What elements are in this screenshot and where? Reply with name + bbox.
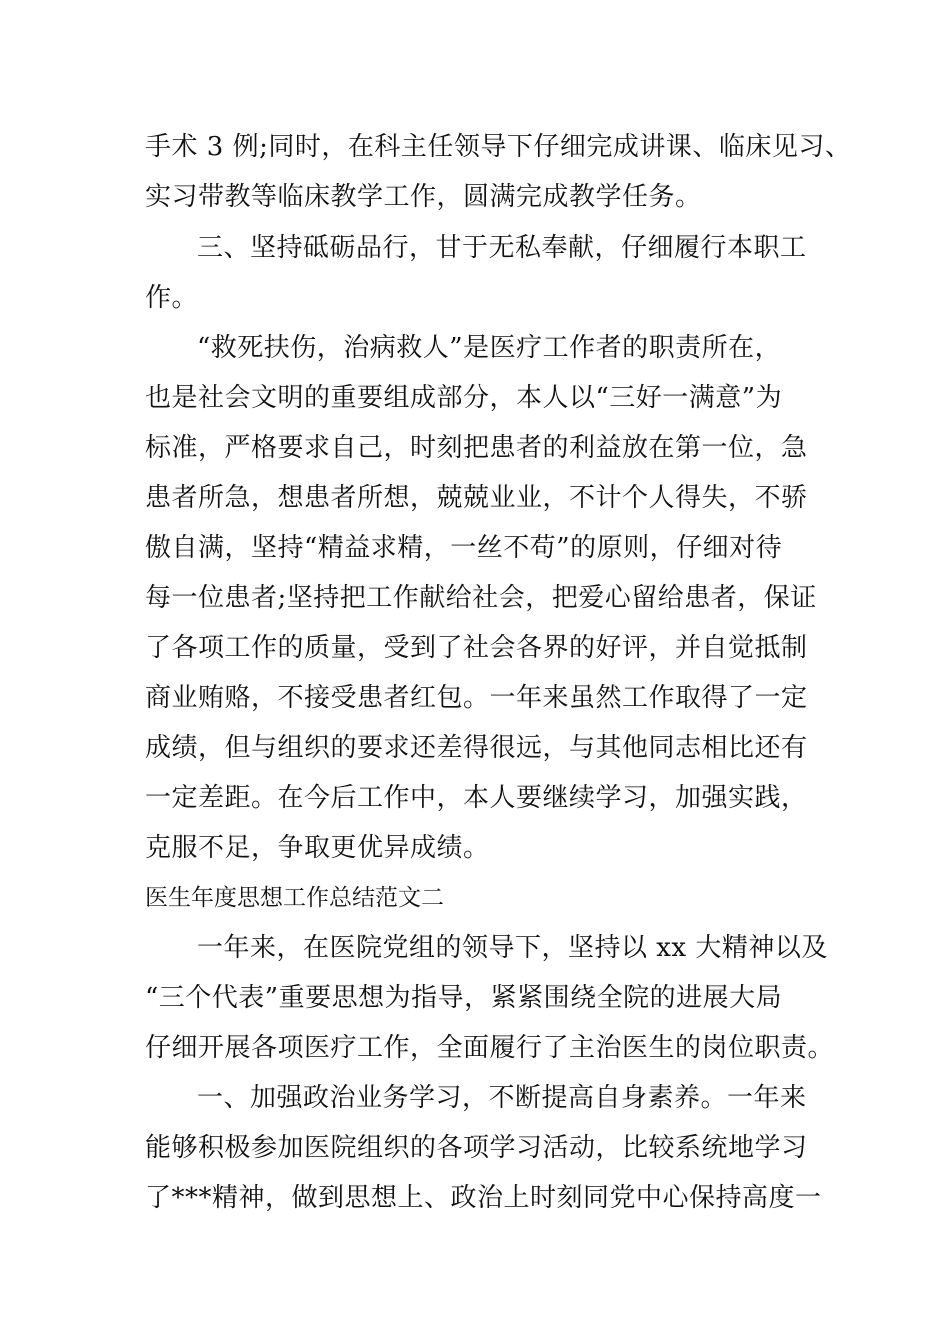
text-line: 傲自满，坚持“精益求精，一丝不苟”的原则，仔细对待 (145, 533, 783, 563)
text-line: 作。 (145, 283, 199, 313)
text-line: 克服不足，争取更优异成绩。 (145, 833, 490, 863)
section-heading: 三、坚持砥砺品行，甘于无私奉献，仔细履行本职工 (197, 233, 807, 263)
text-line: 每一位患者;坚持把工作献给社会，把爱心留给患者，保证 (145, 583, 817, 613)
text-line: 了***精神，做到思想上、政治上时刻同党中心保持高度一 (145, 1183, 822, 1213)
document-title: 医生年度思想工作总结范文二 (145, 885, 444, 911)
text-line: 一定差距。在今后工作中，本人要继续学习，加强实践， (145, 783, 808, 813)
text-line: 了各项工作的质量，受到了社会各界的好评，并自觉抵制 (145, 633, 808, 663)
text-line: “救死扶伤，治病救人”是医疗工作者的职责所在， (197, 333, 782, 363)
section-heading: 一、加强政治业务学习，不断提高自身素养。一年来 (197, 1083, 807, 1113)
text-line: 患者所急，想患者所想，兢兢业业，不计个人得失，不骄 (145, 483, 808, 513)
text-line: 手术 3 例;同时，在科主任领导下仔细完成讲课、临床见习、 (145, 132, 852, 162)
text-line: 也是社会文明的重要组成部分，本人以“三好一满意”为 (145, 383, 783, 413)
text-line: “三个代表”重要思想为指导，紧紧围绕全院的进展大局 (145, 983, 783, 1013)
text-line: 商业贿赂，不接受患者红包。一年来虽然工作取得了一定 (145, 683, 808, 713)
text-line: 标准，严格要求自己，时刻把患者的利益放在第一位，急 (145, 433, 808, 463)
text-line: 成绩，但与组织的要求还差得很远，与其他同志相比还有 (145, 733, 808, 763)
text-line: 实习带教等临床教学工作，圆满完成教学任务。 (145, 182, 702, 212)
text-line: 能够积极参加医院组织的各项学习活动，比较系统地学习 (145, 1133, 808, 1163)
text-line: 一年来，在医院党组的领导下，坚持以 xx 大精神以及 (197, 933, 828, 963)
text-line: 仔细开展各项医疗工作，全面履行了主治医生的岗位职责。 (145, 1033, 835, 1063)
